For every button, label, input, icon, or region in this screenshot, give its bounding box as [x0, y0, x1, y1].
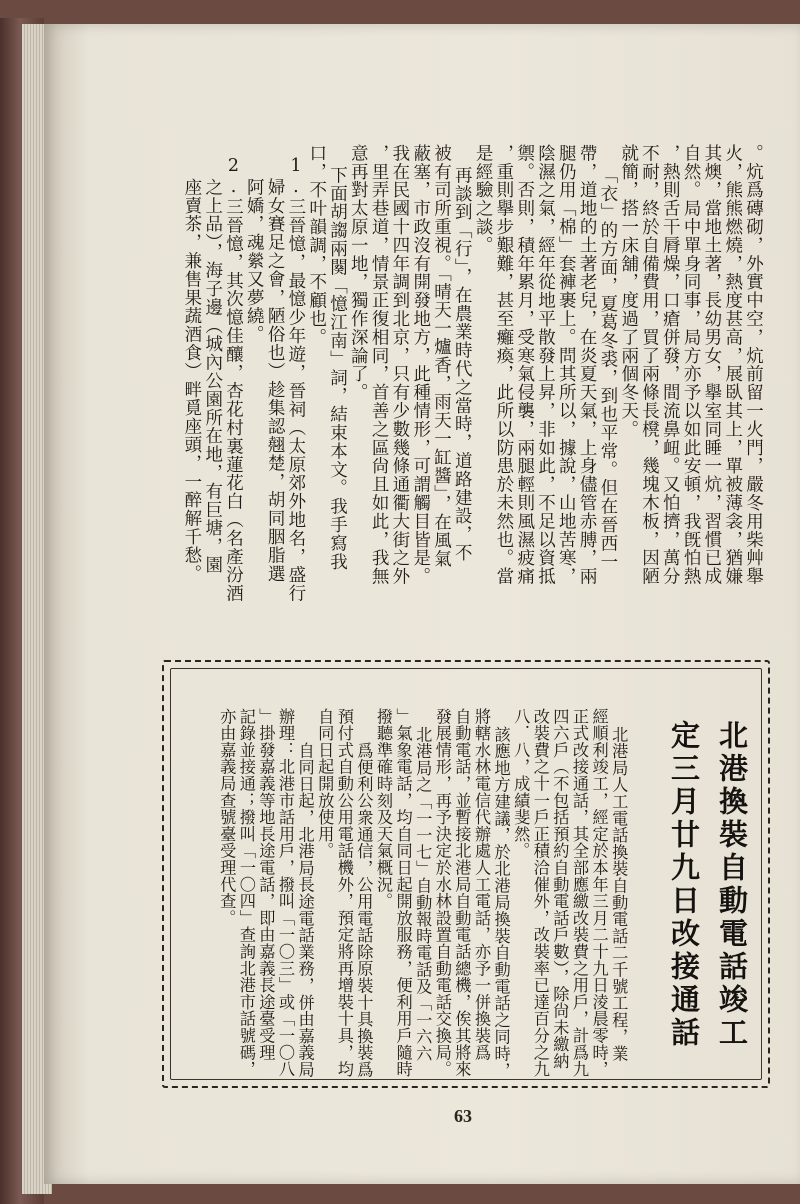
article-column: 被有司所重視。「晴天一爐香，雨天一缸醬」，在風氣	[431, 144, 452, 569]
article-column: 阿嬌，魂縈又夢繞。	[244, 178, 265, 344]
article-column: 座賣茶，兼售果蔬酒食）畔覓座頭，一醉解千愁。	[181, 178, 202, 583]
notice-column: 四六戶（不包括預約自動電話戶數），除尙未繳納	[550, 708, 570, 1070]
article-column: 。炕爲磚砌，外實中空，炕前留一火門，嚴冬用柴艸舉	[743, 144, 764, 586]
article-column: 口，不叶韻調，不顧也。	[306, 144, 327, 347]
article-column: 其燠，當地土著，長幼男女，擧室同睡一炕，習慣已成	[701, 144, 722, 586]
article-column: 2.三晉憶，其次憶佳釀，杏花村裏蓮花白（名產汾酒	[223, 156, 244, 603]
article-column: 就簡，搭一床舖，度過了兩個冬天。	[618, 144, 639, 439]
article-column: 腿仍用「棉」套褲裹上。問其所以，據說，山地苦寒，	[556, 144, 577, 586]
notice-box	[162, 660, 770, 1088]
notice-headline-2: 定三月廿九日改接通話	[667, 720, 701, 1050]
notice-column: 記錄並接通；撥叫「一〇四」查詢北港市話號碼，	[236, 708, 256, 1078]
notice-column: 八．八，成績斐然。	[511, 708, 531, 860]
article-column: 1.三晉憶，最憶少年遊，晉祠（太原郊外地名，盛行	[285, 156, 306, 603]
notice-column: 北港局人工電話換裝自動電話二千號工程，業	[609, 726, 629, 1062]
notice-column: 經順利竣工，經定於本年三月二十九日淩晨零時，	[589, 708, 609, 1078]
article-column: 禦。否則，積年累月，受寒氣侵襲，兩腿輕則風濕疲痛	[514, 144, 535, 586]
notice-column: 」氣象電話，均自同日起開放服務，便利用戶隨時	[393, 708, 413, 1078]
notice-column: 自同日起，北港局長途電話業務，併由嘉義局	[295, 742, 315, 1078]
notice-column: 爲便利公衆通信，公用電話除原裝十具換裝爲	[354, 742, 374, 1078]
article-column: 之上品），海子邊（城內公園所在地，有巨塘，園	[202, 178, 223, 575]
notice-column: 改裝費之十一戶正積洽催外，改裝率已達百分之九	[530, 708, 550, 1078]
article-column: 陰濕之氣，經年從地平散發上昇，非如此，不足以資抵	[535, 144, 556, 586]
notice-column: 該應地方建議，於北港局換裝自動電話之同時，	[491, 726, 511, 1079]
notice-column: 北港局之「一一七」自動報時電話及「一六六	[413, 726, 433, 1062]
notice-column: 自同日起開放使用。	[315, 708, 335, 860]
notice-column: 自動電話，並暫接北港局自動電話總機，俟其將來	[452, 708, 472, 1078]
article-column: 我在民國十四年調到北京，只有少數幾條通衢大街之外	[389, 144, 410, 586]
article-column: 帶，道地的土著老兒，在炎夏天氣，上身儘管赤膊，兩	[577, 144, 598, 586]
notice-column: 辦理：北港市話用戶，撥叫「一〇三」或「一〇八	[276, 708, 295, 1078]
notice-column: 將轄水林電信代辦處人工電話，亦予一併換裝爲	[472, 708, 491, 1061]
article-column: 自然。局中單身同事，局方亦予以如此安頓，我旣怕熱	[681, 144, 702, 586]
article-column: ，里弄巷道，情景正復相同，首善之區尙且如此，我無	[369, 144, 390, 586]
notice-column: 發展情形，再予決定於水林設置自動電話交換局。	[432, 708, 452, 1078]
notice-column: 撥聽準確時刻及天氣概況。	[374, 708, 393, 910]
article-column: 蔽塞，市政沒有開發地方，此種情形，可謂觸目皆是。	[410, 144, 431, 586]
article-column: 不耐，終於自備費用，買了兩條長櫈，幾塊木板，因陋	[639, 144, 660, 586]
article-column: 火，熊熊燃燒，熱度甚高，展臥其上，單被薄衾，猶嫌	[722, 144, 743, 586]
notice-headline-1: 北港換裝自動電話竣工	[715, 720, 749, 1050]
notice-column: 正式改接通話，其全部應繳改裝費之用戶，計爲九	[570, 708, 589, 1078]
article-column: 意再對太原一地，獨作深論了。	[348, 144, 369, 402]
notice-column: 」掛發嘉義等地長途電話，即由嘉義長途臺受理	[256, 708, 276, 1061]
notice-column: 亦由嘉義局查號臺受理代查。	[217, 708, 237, 927]
article-column: 婦女賽足之會，陋俗也）趁集認翹楚，胡同胭脂選	[265, 178, 286, 583]
article-column: 「衣」的方面，夏葛冬裘，到也平常。但在晉西一	[597, 166, 618, 571]
article-column: 是經驗之談。	[473, 144, 494, 255]
article-column: 再談到「行」，在農業時代之當時，道路建設，不	[452, 166, 473, 563]
page-number: 63	[454, 1106, 472, 1126]
notice-column: 預付式自動公用電話機外，預定將再增裝十具，均	[334, 708, 354, 1078]
book-page	[44, 24, 800, 1184]
article-column: ，熱則舌干脣燥，口瘡併發，間流鼻衄。又怕擠，萬分	[660, 144, 681, 586]
article-column: ，重則擧步艱難，甚至癱瘓，此所以防患於未然也。當	[493, 144, 514, 586]
article-column: 下面胡謅兩闋「憶江南」詞，結束本文。我手寫我	[327, 166, 348, 571]
